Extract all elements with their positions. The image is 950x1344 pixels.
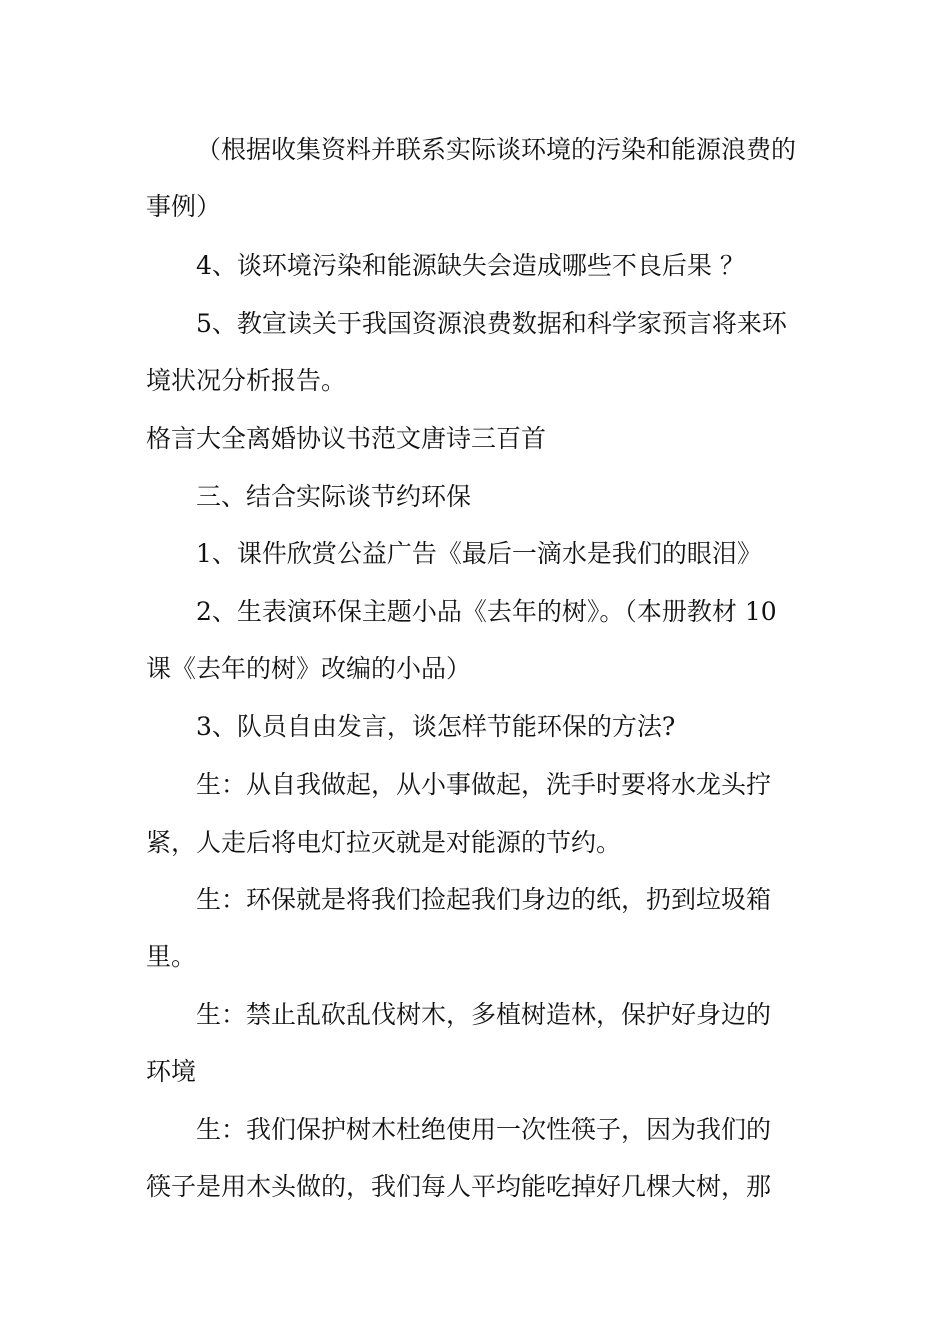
paragraph-line: 1、课件欣赏公益广告《最后一滴水是我们的眼泪》 (196, 539, 762, 568)
paragraph-line: 境状况分析报告。 (146, 366, 347, 395)
paragraph-line: 5、教宣读关于我国资源浪费数据和科学家预言将来环 (196, 309, 787, 338)
paragraph-line: 2、生表演环保主题小品《去年的树》。（本册教材 10 (196, 597, 777, 626)
paragraph-line: 4、谈环境污染和能源缺失会造成哪些不良后果 ？ (196, 251, 745, 280)
paragraph-line: 紧，人走后将电灯拉灭就是对能源的节约。 (146, 828, 622, 857)
paragraph-line: 格言大全离婚协议书范文唐诗三百首 (146, 424, 547, 453)
paragraph-line: 课《去年的树》改编的小品） (146, 654, 472, 683)
paragraph-line: 生：环保就是将我们捡起我们身边的纸，扔到垃圾箱 (196, 885, 772, 914)
paragraph-line: 筷子是用木头做的，我们每人平均能吃掉好几棵大树，那 (146, 1172, 772, 1201)
paragraph-line: 3、队员自由发言，谈怎样节能环保的方法? (196, 712, 676, 741)
section-heading: 三、结合实际谈节约环保 (196, 482, 472, 511)
paragraph-line: （根据收集资料并联系实际谈环境的污染和能源浪费的 (196, 135, 797, 164)
paragraph-line: 生：我们保护树木杜绝使用一次性筷子，因为我们的 (196, 1115, 772, 1144)
paragraph-line: 生：从自我做起，从小事做起，洗手时要将水龙头拧 (196, 770, 772, 799)
paragraph-line: 生：禁止乱砍乱伐树木，多植树造林，保护好身边的 (196, 1000, 772, 1029)
paragraph-line: 事例） (146, 192, 222, 221)
paragraph-line: 环境 (146, 1057, 197, 1086)
paragraph-line: 里。 (146, 942, 197, 971)
